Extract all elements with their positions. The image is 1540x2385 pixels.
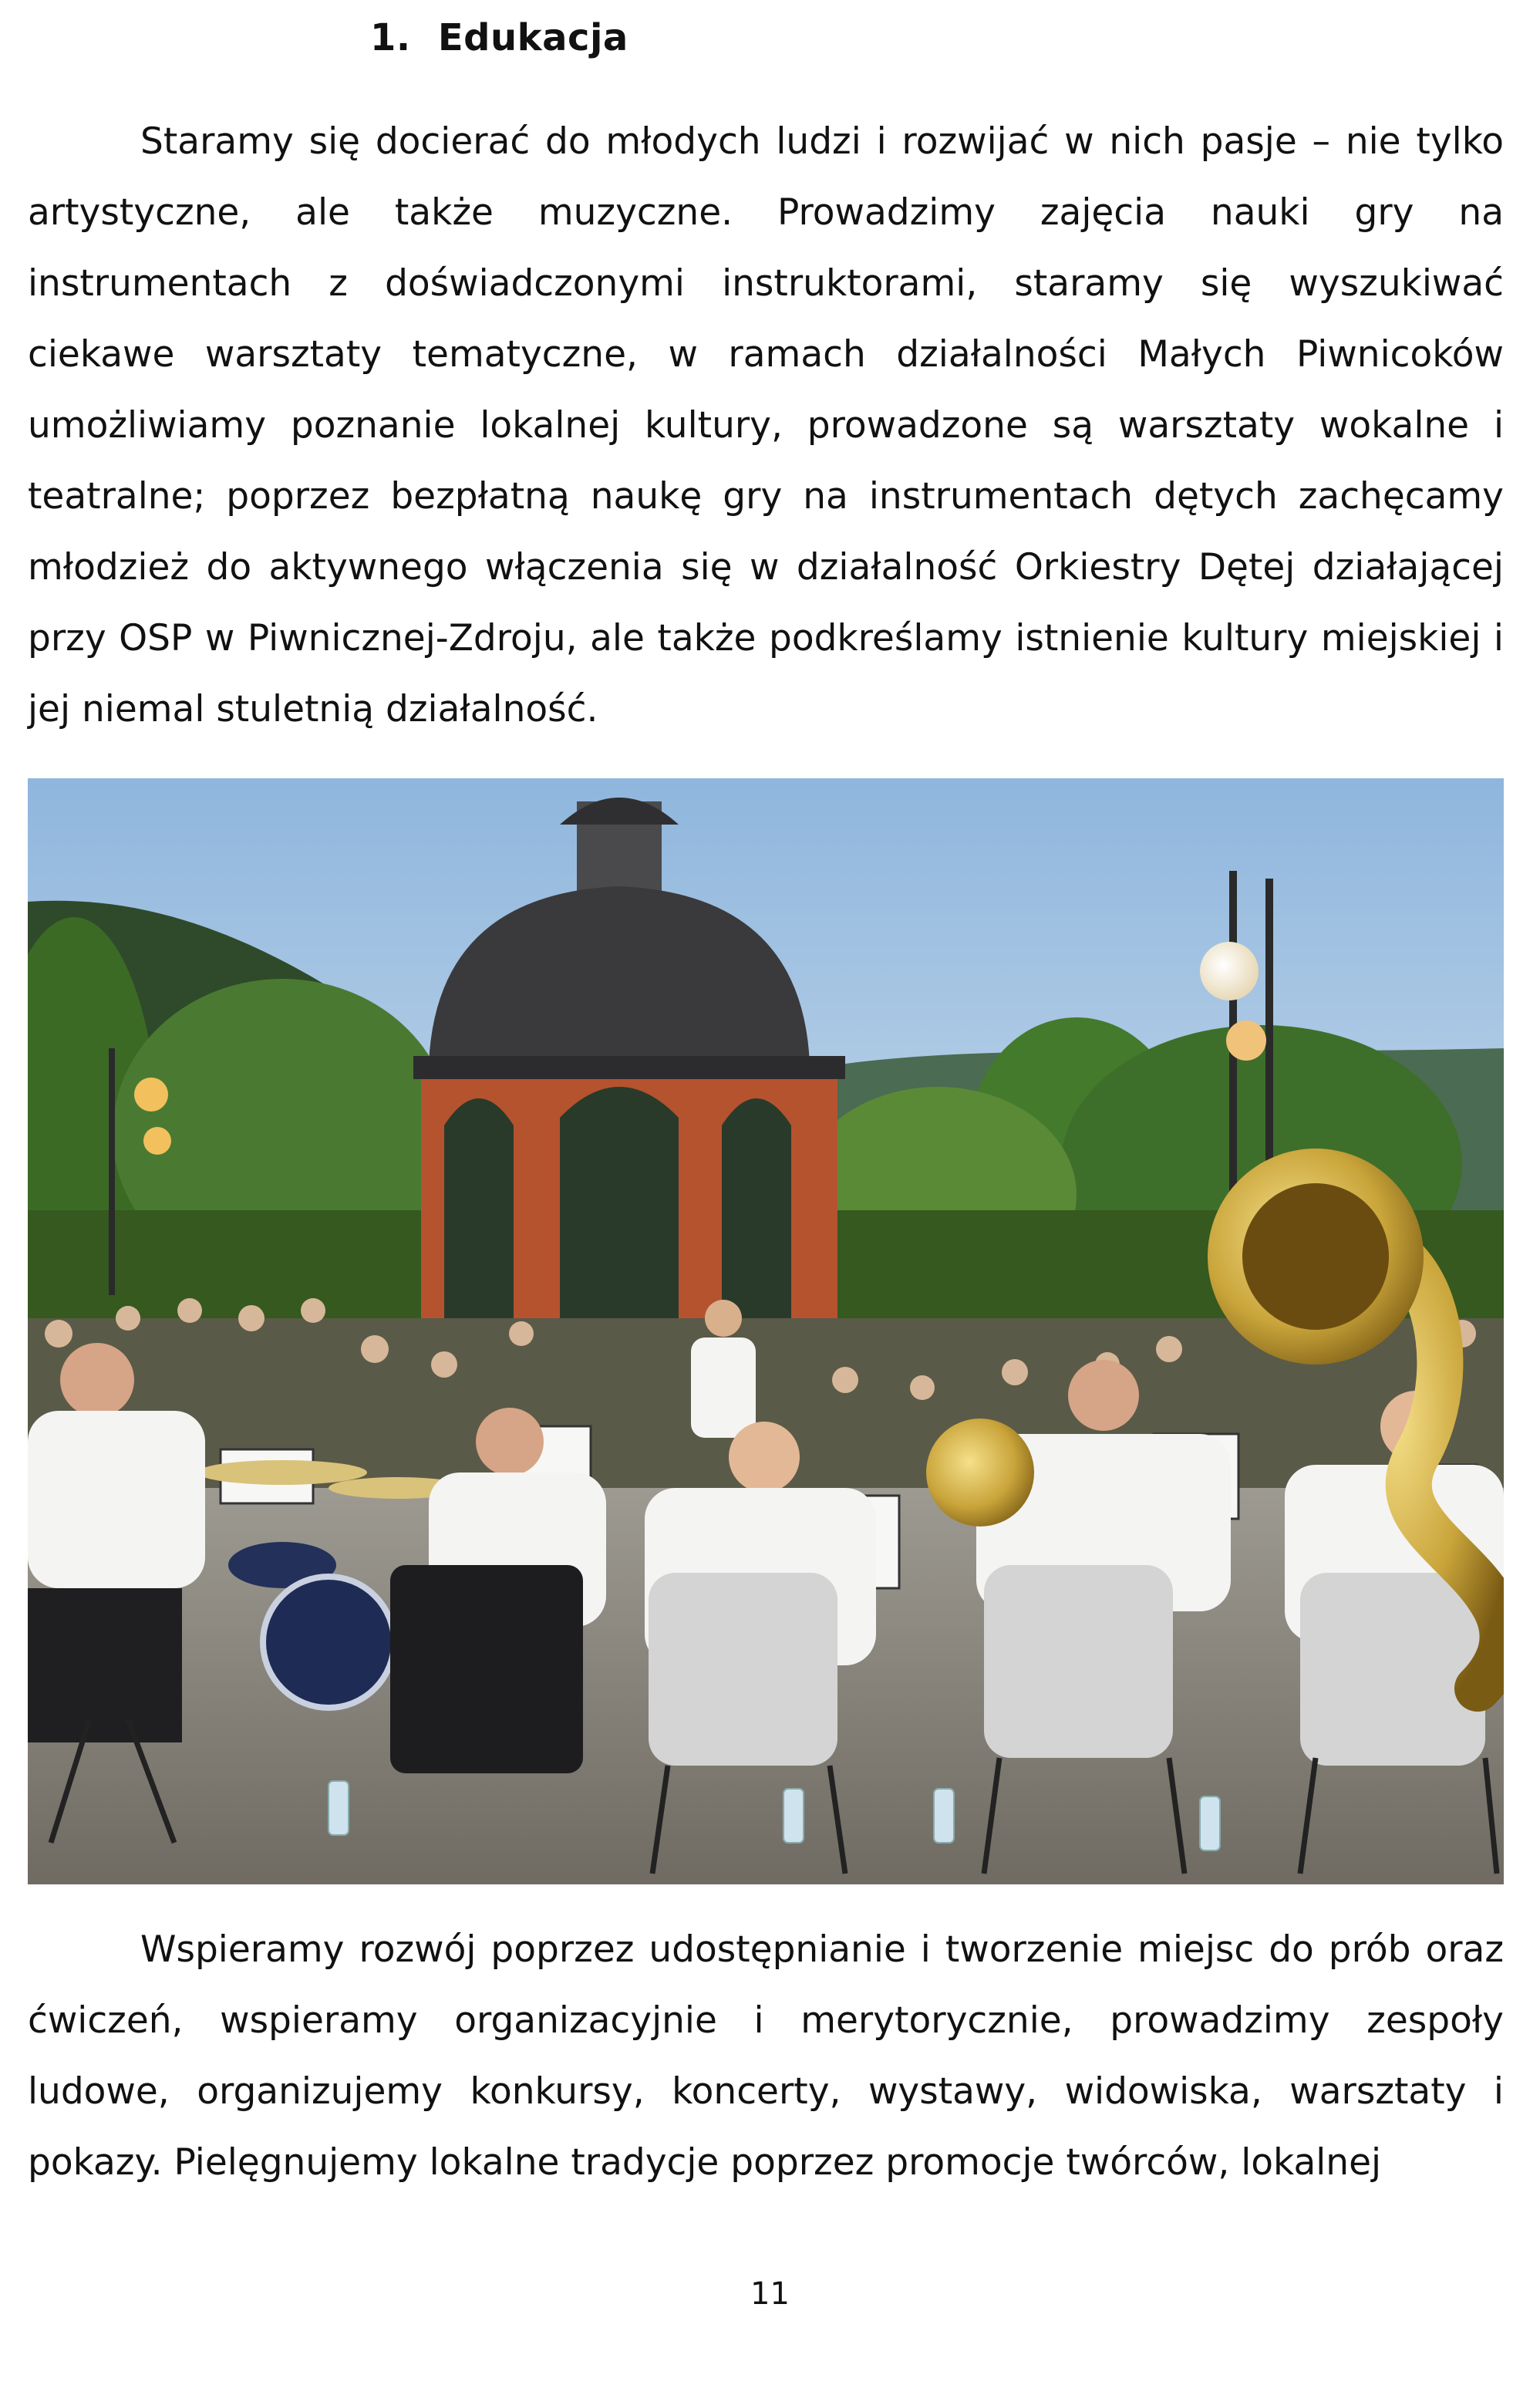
paragraph-education: Staramy się docierać do młodych ludzi i rozwijać w nich pasje – nie tylko artystyczne, ale także muzyczne. Prowadzimy zajęcia nauki gry na instrumentach z doświadczonymi instruktorami, staramy się wyszukiwać ciekawe warsztaty tematyczne, w ramach działalności Małych Piwnicoków umożliwiamy poznanie lokalnej kultury, prowadzone są warsztaty wokalne i teatralne; poprzez bezpłatną naukę gry na instrumentach dętych zachęcamy młodzież do aktywnego włączenia się w działalność Orkiestry Dętej działającej przy OSP w Piwnicznej-Zdroju, ale także podkreślamy istnienie kultury miejskiej i jej niemal stuletnią działalność. <box>28 120 1504 730</box>
orchestra-concert-photo <box>28 778 1504 1884</box>
page-number: 11 <box>750 2276 790 2312</box>
paragraph-support: Wspieramy rozwój poprzez udostępnianie i tworzenie miejsc do prób oraz ćwiczeń, wspieramy organizacyjnie i merytorycznie, prowadzimy zespoły ludowe, organizujemy konkursy, koncerty, wystawy, widowiska, warsztaty i pokazy. Pielęgnujemy lokalne tradycje poprzez promocje twórców, lokalnej <box>28 1928 1504 2184</box>
section-number: 1. <box>370 16 411 59</box>
section-title: Edukacja <box>437 16 628 59</box>
section-heading <box>370 11 628 65</box>
photo-illustration <box>28 778 1504 1884</box>
